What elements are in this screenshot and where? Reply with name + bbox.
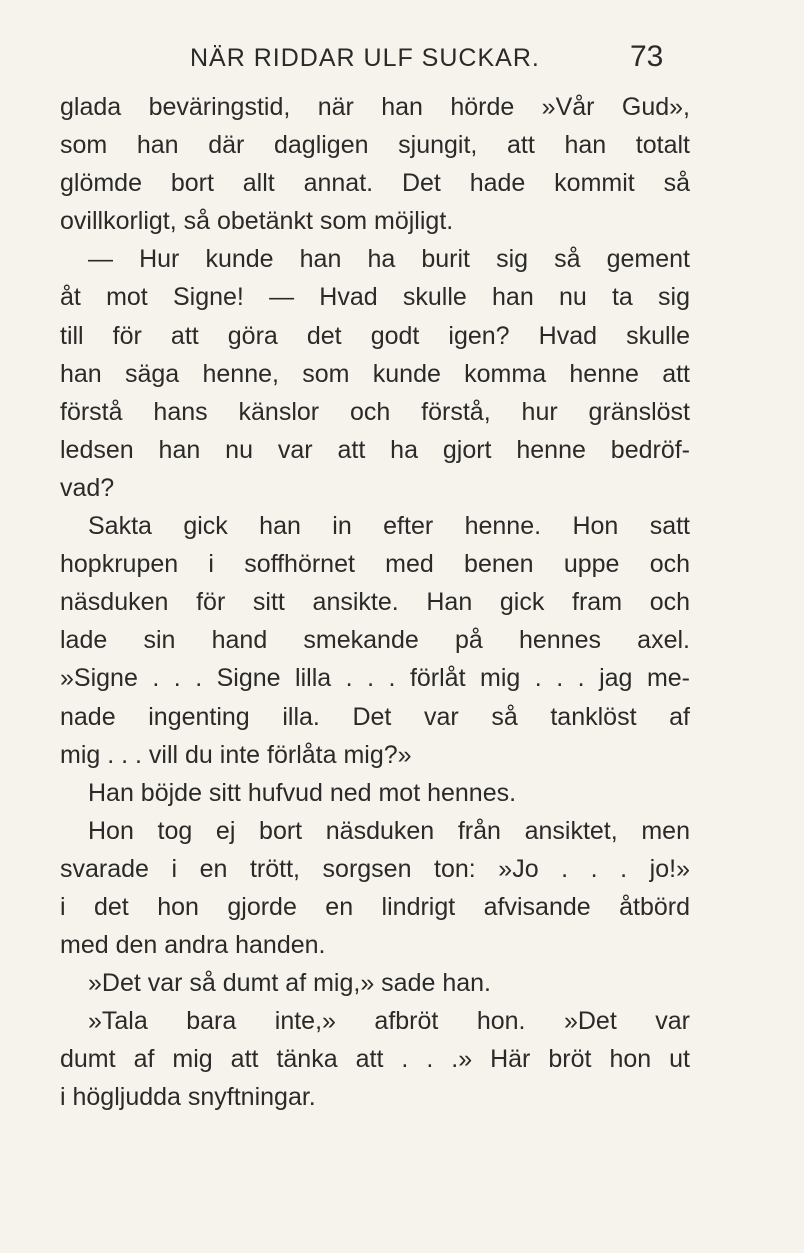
text-line: »Tala bara inte,» afbröt hon. »Det var [88,1007,690,1036]
text-line: ovillkorligt, så obetänkt som möjligt. [60,207,454,236]
running-title: NÄR RIDDAR ULF SUCKAR. [190,44,540,72]
text-line: Hon tog ej bort näsduken från ansiktet, men [88,816,690,845]
text-line: förstå hans känslor och förstå, hur gränslöst [60,397,690,426]
running-head [60,40,680,80]
text-line: näsduken för sitt ansikte. Han gick fram och [60,588,690,617]
text-line: hopkrupen i soffhörnet med benen uppe och [60,550,690,579]
text-line: åt mot Signe! — Hvad skulle han nu ta sig [60,283,690,312]
text-line: i högljudda snyftningar. [60,1083,316,1112]
text-line: vad? [60,473,115,502]
text-line: som han där dagligen sjungit, att han totalt [60,131,690,160]
text-line: dumt af mig att tänka att . . .» Här bröt hon ut [60,1045,690,1074]
text-line: till för att göra det godt igen? Hvad skulle [60,321,690,350]
text-line: nade ingenting illa. Det var så tanklöst af [60,702,690,731]
text-line: »Signe . . . Signe lilla . . . förlåt mig . . . jag me- [60,664,690,693]
text-line: ledsen han nu var att ha gjort henne bedröf- [60,435,690,464]
body-text [60,88,690,1117]
page-number: 73 [630,40,664,73]
text-line: Han böjde sitt hufvud ned mot hennes. [88,778,517,807]
text-line: lade sin hand smekande på hennes axel. [60,626,690,655]
text-line: glömde bort allt annat. Det hade kommit så [60,169,690,198]
text-line: i det hon gjorde en lindrigt afvisande åtbörd [60,892,690,921]
text-line: — Hur kunde han ha burit sig så gement [88,245,690,274]
text-line: Sakta gick han in efter henne. Hon satt [88,512,690,541]
text-line: »Det var så dumt af mig,» sade han. [88,969,491,998]
text-line: glada beväringstid, när han hörde »Vår Gud», [60,93,690,121]
text-line: mig . . . vill du inte förlåta mig?» [60,740,412,769]
text-line: med den andra handen. [60,931,326,960]
text-line: han säga henne, som kunde komma henne att [60,359,690,388]
text-line: svarade i en trött, sorgsen ton: »Jo . . . jo!» [60,854,690,883]
